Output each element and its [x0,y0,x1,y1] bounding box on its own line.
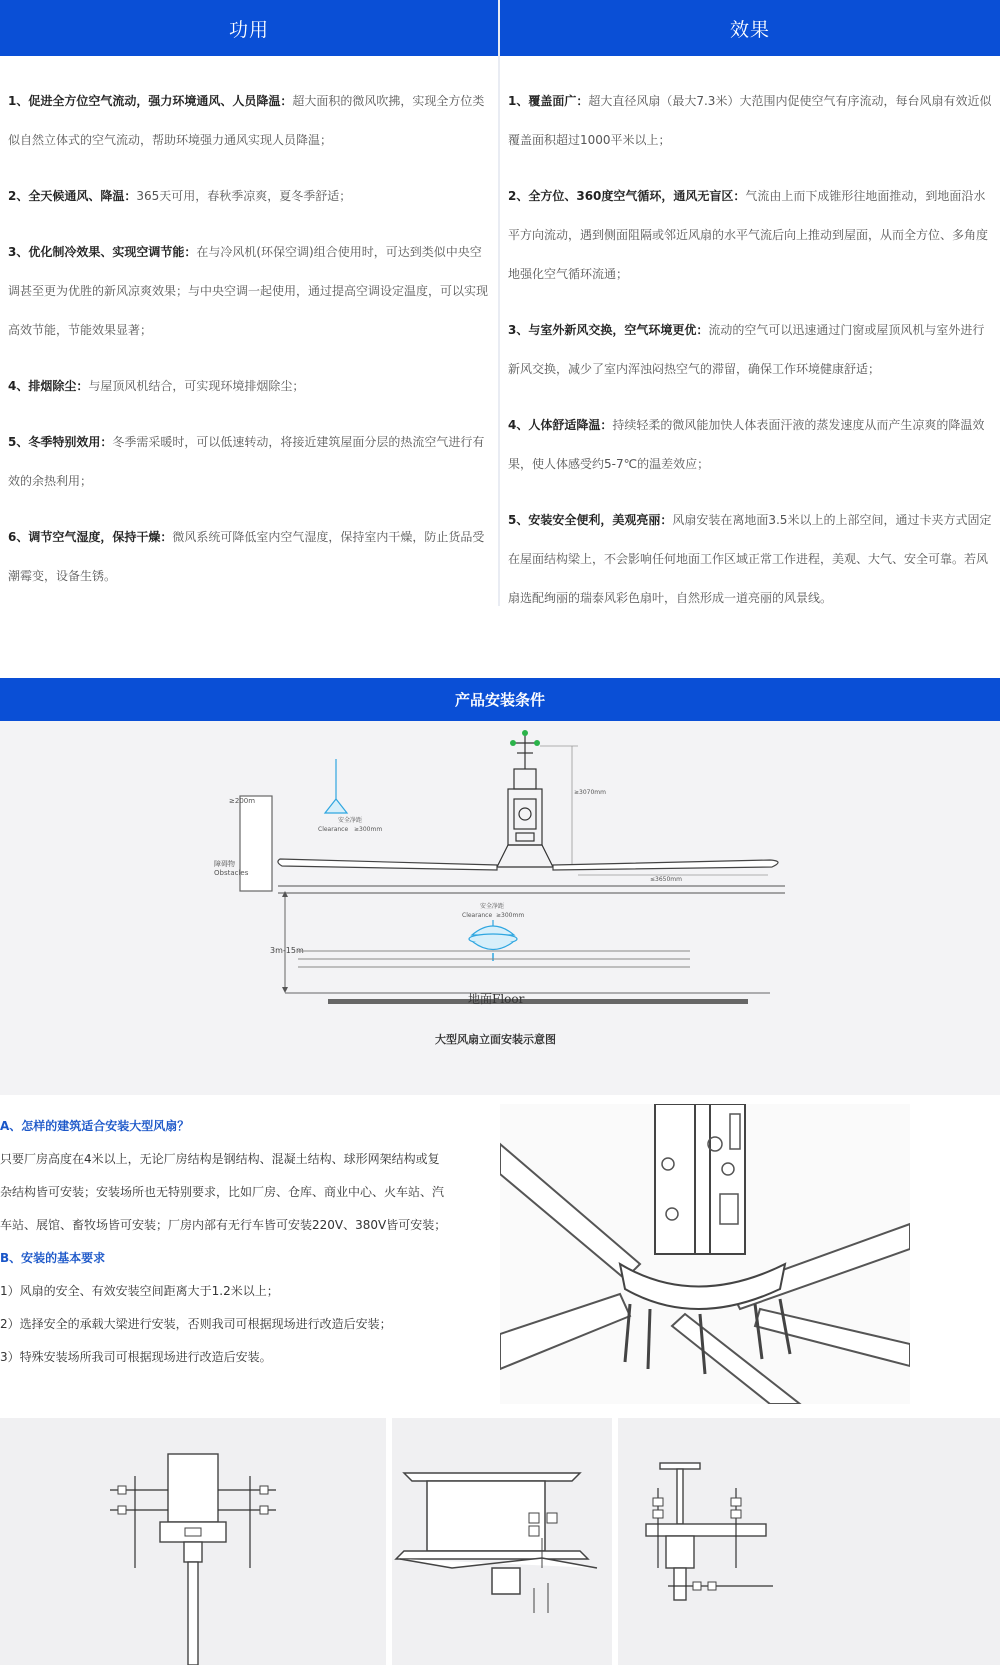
answer-b-line: 1）风扇的安全、有效安装空间距离大于1.2米以上； [0,1284,279,1298]
install-conditions-banner: 产品安装条件 [0,678,1000,721]
clearance-en-2: Clearance [462,912,493,919]
answer-a-line: 只要厂房高度在4米以上，无论厂房结构是钢结构、混凝土结构、球形网架结构或复 [0,1152,440,1166]
item-lead: 5、安装安全便利，美观亮丽： [508,513,673,527]
item-lead: 5、冬季特别效用： [8,435,113,449]
item-text: 超大面积的微风吹拂，实现全方位类似自然立体式的空气流动，帮助环境强力通风实现人员降温； [8,94,485,147]
function-item [8,367,490,406]
question-a: A、怎样的建筑适合安装大型风扇？ [0,1119,190,1133]
item-text: 流动的空气可以迅速通过门窗或屋顶风机与室外进行新风交换，减少了室内浑浊闷热空气的滞留，确保工作环境健康舒适； [508,323,985,376]
answer-a-line: 杂结构皆可安装；安装场所也无特别要求，比如厂房、仓库、商业中心、火车站、汽 [0,1185,445,1199]
green-bolt-icon [510,740,516,746]
item-lead: 2、全天候通风、降温： [8,189,137,203]
function-item [8,177,490,216]
item-text: 微风系统可降低室内空气湿度，保持室内干燥，防止货品受潮霉变，设备生锈。 [8,530,485,583]
floor-band [328,999,748,1004]
answer-a-line: 车站、展馆、畜牧场皆可安装；厂房内部有无行车皆可安装220V、380V皆可安装； [0,1218,447,1232]
effect-item [508,406,992,484]
function-item [8,233,490,350]
item-lead: 1、覆盖面广： [508,94,589,108]
effect-list [500,56,1000,618]
green-bolt-icon [534,740,540,746]
elevation-diagram-svg [0,721,1000,1095]
height-dim-label: 3m-15m [270,946,304,955]
fan-motor-assembly [497,731,553,867]
obstacle-dim-label: ≥200m [229,797,256,805]
ceiling-light-icon [469,920,517,961]
clearance-dim-2: ≥300mm [496,912,525,919]
item-lead: 4、人体舒适降温： [508,418,613,432]
effect-header: 效果 [500,0,1000,56]
item-lead: 3、与室外新风交换，空气环境更优： [508,323,709,337]
item-text: 365天可用，春秋季凉爽，夏冬季舒适； [136,189,352,203]
effect-column [500,0,1000,606]
function-list [0,56,498,596]
item-text: 气流由上而下成锥形往地面推动，到地面沿水平方向流动，遇到侧面阻隔或邻近风扇的水平气流后向上推动到屋面，从而全方位、多角度地强化空气循环流通； [508,189,989,281]
item-text: 在与冷风机(环保空调)组合使用时，可达到类似中央空调甚至更为优胜的新风凉爽效果；与中央空调一起使用，通过提高空调设定温度，可以实现高效节能，节能效果显著； [8,245,489,337]
mounting-bracket-drawing-1 [0,1418,386,1665]
item-text: 超大直径风扇（最大7.3米）大范围内促使空气有序流动，每台风扇有效近似覆盖面积超过1000平米以上； [508,94,992,147]
item-text: 持续轻柔的微风能加快人体表面汗液的蒸发速度从而产生凉爽的降温效果，使人体感受约5-7℃的温差效应； [508,418,985,471]
install-info-text [0,1110,480,1374]
function-effect-section [0,0,1000,606]
installation-diagram [0,721,1000,1095]
effect-item [508,177,992,294]
item-text: 冬季需采暖时，可以低速转动，将接近建筑屋面分层的热流空气进行有效的余热利用； [8,435,485,488]
item-lead: 2、全方位、360度空气循环，通风无盲区： [508,189,746,203]
question-b: B、安装的基本要求 [0,1251,106,1265]
diagram-caption: 大型风扇立面安装示意图 [435,1033,556,1046]
effect-item [508,311,992,389]
blade-dim-label: ≤3650mm [650,876,682,883]
function-item [8,423,490,501]
item-lead: 4、排烟除尘： [8,379,89,393]
clearance-cn-1: 安全净距 [338,817,363,824]
item-text: 与屋顶风机结合，可实现环境排烟除尘； [88,379,305,393]
function-column [0,0,498,606]
item-lead: 1、促进全方位空气流动，强力环境通风、人员降温： [8,94,293,108]
green-bolt-icon [522,730,528,736]
i-beam-clamp-drawing [392,1418,612,1665]
obstacle-label-en: Obstacles [214,869,249,877]
clearance-dim-1: ≥300mm [354,826,383,833]
effect-item [508,82,992,160]
function-header: 功用 [0,0,498,56]
answer-b-line: 3）特殊安装场所我司可根据现场进行改造后安装。 [0,1350,272,1364]
fan-blades [278,859,778,870]
item-lead: 6、调节空气湿度，保持干燥： [8,530,173,544]
vertical-dim-label: ≥3070mm [574,789,606,796]
item-text: 风扇安装在离地面3.5米以上的上部空间，通过卡夹方式固定在屋面结构梁上，不会影响任何地面工作区域正常工作进程，美观、大气、安全可靠。若风扇选配绚丽的瑞泰风彩色扇叶，自然形成一道亮丽的风景线。 [508,513,992,605]
fan-hub-closeup-image [500,1104,910,1404]
answer-b-line: 2）选择安全的承载大梁进行安装，否则我司可根据现场进行改造后安装； [0,1317,392,1331]
clearance-cn-2: 安全净距 [480,903,505,910]
floor-label: 地面Floor [468,992,525,1006]
function-item [8,82,490,160]
item-lead: 3、优化制冷效果、实现空调节能： [8,245,197,259]
clearance-en-1: Clearance [318,826,349,833]
pendant-light-icon [325,799,347,813]
mounting-bracket-drawing-2 [618,1418,1000,1665]
obstacle-label-cn: 障碍物 [214,860,235,868]
function-item [8,518,490,596]
effect-item [508,501,992,618]
